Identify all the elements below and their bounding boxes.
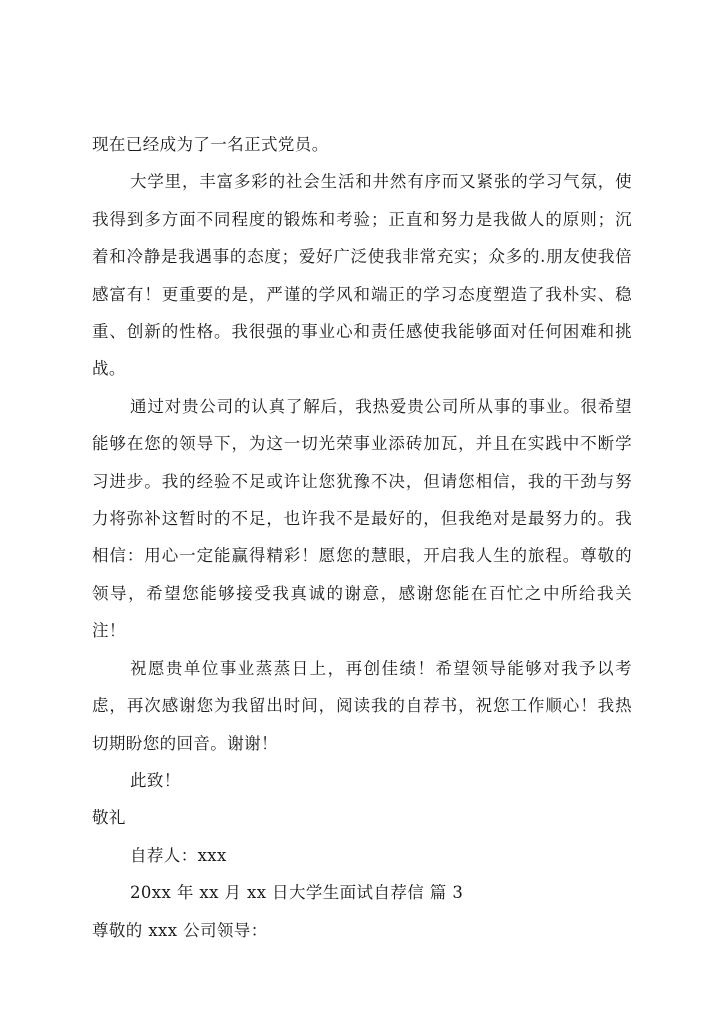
document-body (92, 126, 632, 949)
date-heading: 20xx 年 xx 月 xx 日大学生面试自荐信 篇 3 (130, 883, 464, 903)
paragraph-company-interest: 通过对贵公司的认真了解后，我热爱贵公司所从事的事业。很希望能够在您的领导下，为这一切光荣事业添砖加瓦，并且在实践中不断学习进步。我的经验不足或许让您犹豫不决，但请您相信，我的干劲与努力将弥补这暂时的不足，也许我不是最好的，但我绝对是最努力的。我相信：用心一定能赢得精彩！愿您的慧眼，开启我人生的旅程。尊敬的领导，希望您能够接受我真诚的谢意，感谢您能在百忙之中所给我关注！ (92, 396, 632, 641)
salute-line: 敬礼 (92, 808, 126, 828)
paragraph-university-life: 大学里，丰富多彩的社会生活和井然有序而又紧张的学习气氛，使我得到多方面不同程度的锻炼和考验；正直和努力是我做人的原则；沉着和冷静是我遇事的态度；爱好广泛使我非常充实；众多的.朋友使我倍感富有！更重要的是，严谨的学风和端正的学习态度塑造了我朴实、稳重、创新的性格。我很强的事业心和责任感使我能够面对任何困难和挑战。 (92, 172, 632, 379)
paragraph-wishes: 祝愿贵单位事业蒸蒸日上，再创佳绩！希望领导能够对我予以考虑，再次感谢您为我留出时间，阅读我的自荐书，祝您工作顺心！我热切期盼您的回音。谢谢！ (92, 658, 632, 753)
paragraph-continuation: 现在已经成为了一名正式党员。 (92, 135, 329, 154)
closing-line: 此致！ (130, 770, 181, 790)
signer-line: 自荐人：xxx (130, 845, 227, 865)
greeting-line: 尊敬的 xxx 公司领导： (92, 920, 268, 940)
